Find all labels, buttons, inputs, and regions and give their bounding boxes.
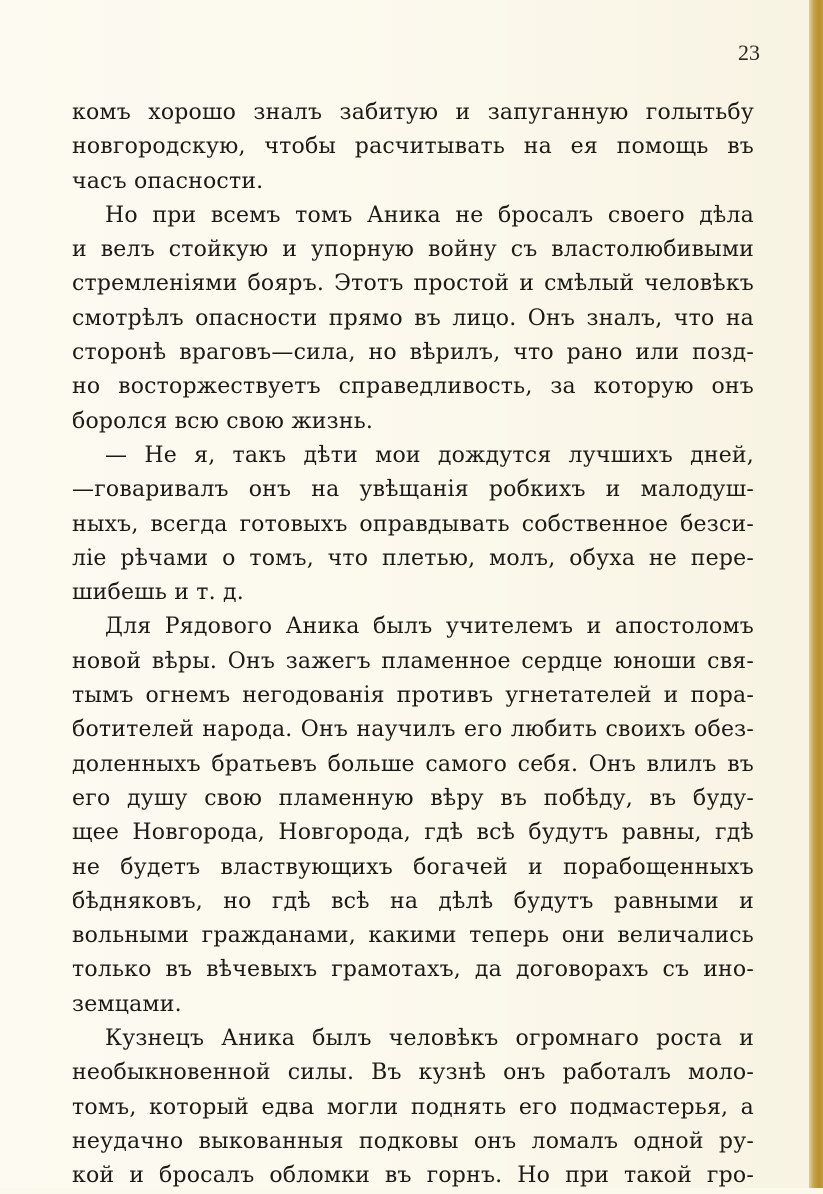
text-line: щее Новгорода, Новгорода, гдѣ всѣ будутъ равны, гдѣ <box>72 820 754 846</box>
text-line: ліе рѣчами о томъ, что плетью, молъ, обуха не пере- <box>72 545 754 571</box>
page-number: 23 <box>738 40 760 65</box>
text-line: комъ хорошо зналъ забитую и запуганную голытьбу <box>72 100 754 125</box>
text-line: Но при всемъ томъ Аника не бросалъ своего дѣла <box>105 202 754 228</box>
text-line: стремленіями бояръ. Этотъ простой и смѣлый человѣкъ <box>72 271 754 297</box>
text-line: необыкновенной силы. Въ кузнѣ онъ работалъ моло- <box>72 1060 754 1086</box>
text-line: земцами. <box>72 991 182 1017</box>
text-line: —говаривалъ онъ на увѣщанія робкихъ и малодуш- <box>72 477 754 503</box>
page-edge <box>809 0 823 1188</box>
text-line: и велъ стойкую и упорную войну съ властолюбивыми <box>72 237 754 263</box>
text-line: сторонѣ враговъ—сила, но вѣрилъ, что рано или позд- <box>72 340 754 366</box>
text-line: доленныхъ братьевъ больше самого себя. Онъ влилъ въ <box>72 751 754 777</box>
text-line: новой вѣры. Онъ зажегъ пламенное сердце юноши свя- <box>72 648 754 674</box>
text-line: Кузнецъ Аника былъ человѣкъ огромнаго роста и <box>105 1026 754 1052</box>
text-line: тымъ огнемъ негодованія противъ угнетателей и пора- <box>72 683 754 709</box>
text-line: часъ опасности. <box>72 168 264 194</box>
text-line: томъ, который едва могли поднять его подмастерья, а <box>72 1094 754 1120</box>
text-line: боролся всю свою жизнь. <box>72 408 374 434</box>
text-line: кой и бросалъ обломки въ горнъ. Но при такой гро- <box>72 1163 754 1189</box>
text-line: — Не я, такъ дѣти мои дождутся лучшихъ дней, <box>105 442 754 468</box>
text-line: неудачно выкованныя подковы онъ ломалъ одной ру- <box>72 1128 754 1154</box>
text-line: смотрѣлъ опасности прямо въ лицо. Онъ зналъ, что на <box>72 305 754 331</box>
text-line: бѣдняковъ, но гдѣ всѣ на дѣлѣ будутъ равными и <box>72 888 754 914</box>
page-text <box>72 96 754 1194</box>
text-line: но восторжествуетъ справедливость, за которую онъ <box>72 374 754 400</box>
text-line: новгородскую, чтобы расчитывать на ея помощь въ <box>72 134 754 160</box>
text-line: вольными гражданами, какими теперь они величались <box>72 923 754 949</box>
text-line: Для Рядового Аника былъ учителемъ и апостоломъ <box>105 614 754 640</box>
text-line: ботителей народа. Онъ научилъ его любить своихъ обез- <box>72 717 754 743</box>
text-line: шибешь и т. д. <box>72 580 244 606</box>
text-line: ныхъ, всегда готовыхъ оправдывать собственное безси- <box>72 511 754 537</box>
text-line: только въ вѣчевыхъ грамотахъ, да договорахъ съ ино- <box>72 957 754 983</box>
text-line: не будетъ властвующихъ богачей и порабощенныхъ <box>72 854 754 880</box>
text-line: его душу свою пламенную вѣру въ побѣду, въ буду- <box>72 785 754 811</box>
